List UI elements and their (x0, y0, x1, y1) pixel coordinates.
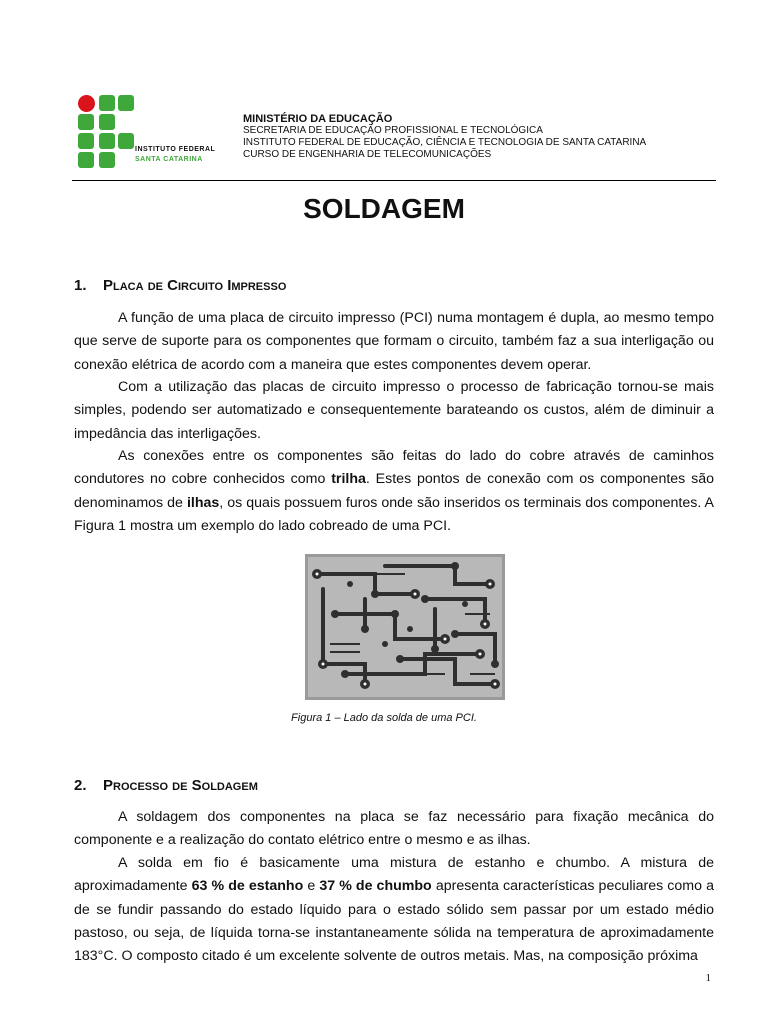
section-title: Processo de Soldagem (103, 777, 258, 794)
paragraph: Com a utilização das placas de circuito impresso o processo de fabricação tornou-se mais simples, podendo ser automatizado e consequentemente barateando os custos, além de diminuir a impedância das interligações. (74, 379, 714, 442)
header-institute: INSTITUTO FEDERAL DE EDUCAÇÃO, CIÊNCIA E TECNOLOGIA DE SANTA CATARINA (243, 137, 647, 148)
header-course: CURSO DE ENGENHARIA DE TELECOMUNICAÇÕES (243, 149, 492, 160)
section-title: Placa de Circuito Impresso (103, 277, 287, 294)
page-number: 1 (705, 972, 711, 984)
term-ilhas: ilhas (186, 494, 220, 511)
section-heading-2 (74, 777, 258, 794)
logo-text-institute: INSTITUTO FEDERAL (135, 146, 216, 153)
logo-square (118, 133, 134, 149)
logo-square (99, 133, 115, 149)
lead-percentage: 37 % de chumbo (319, 878, 432, 895)
logo-square (99, 152, 115, 168)
paragraph: A função de uma placa de circuito impresso (PCI) numa montagem é dupla, ao mesmo tempo que serve de suporte para os componentes que formam o circuito, também faz a sua interligação ou conexão elétrica de acordo com a maneira que estes componentes devem operar. (74, 310, 714, 373)
section-heading-1 (74, 277, 286, 294)
logo-square (78, 152, 94, 168)
logo-red-dot (78, 95, 95, 112)
paragraph: As conexões entre os componentes são feitas do lado do cobre através de caminhos condutores no cobre conhecidos como trilha. Estes pontos de conexão com os componentes são denominamos de ilhas, os quais possuem furos onde são inseridos os terminais dos componentes. A Figura 1 mostra um exemplo do lado cobreado de uma PCI. (74, 448, 714, 534)
tin-percentage: 63 % de estanho (191, 878, 304, 895)
logo-square (99, 95, 115, 111)
institute-logo (78, 95, 218, 170)
pcb-photo (305, 554, 505, 700)
logo-square (78, 114, 94, 130)
document-header (243, 113, 646, 161)
term-trilha: trilha (331, 471, 366, 488)
logo-text-state: SANTA CATARINA (135, 156, 203, 163)
section-number: 1. (74, 277, 87, 294)
logo-square (118, 95, 134, 111)
header-secretariat: SECRETARIA DE EDUCAÇÃO PROFISSIONAL E TECNOLÓGICA (243, 125, 543, 136)
logo-square (99, 114, 115, 130)
section-number: 2. (74, 777, 87, 794)
logo-square (78, 133, 94, 149)
figure-caption: Figura 1 – Lado da solda de uma PCI. (291, 712, 477, 724)
paragraph: A solda em fio é basicamente uma mistura de estanho e chumbo. A mistura de aproximadamente 63 % de estanho e 37 % de chumbo apresenta características peculiares como a de se fundir passando do estado líquido para o estado sólido sem passar por um estado médio pastoso, ou seja, de líquida torna-se instantaneamente sólida na temperatura de aproximadamente 183°C. O composto citado é um excelente solvente de outros metais. Mas, na composição próxima (74, 855, 714, 965)
paragraph: A soldagem dos componentes na placa se faz necessário para fixação mecânica do componente e a realização do contato elétrico entre o mesmo e as ilhas. (74, 809, 714, 849)
header-ministry: MINISTÉRIO DA EDUCAÇÃO (243, 113, 393, 125)
document-title: SOLDAGEM (303, 193, 465, 224)
header-divider (72, 180, 716, 181)
